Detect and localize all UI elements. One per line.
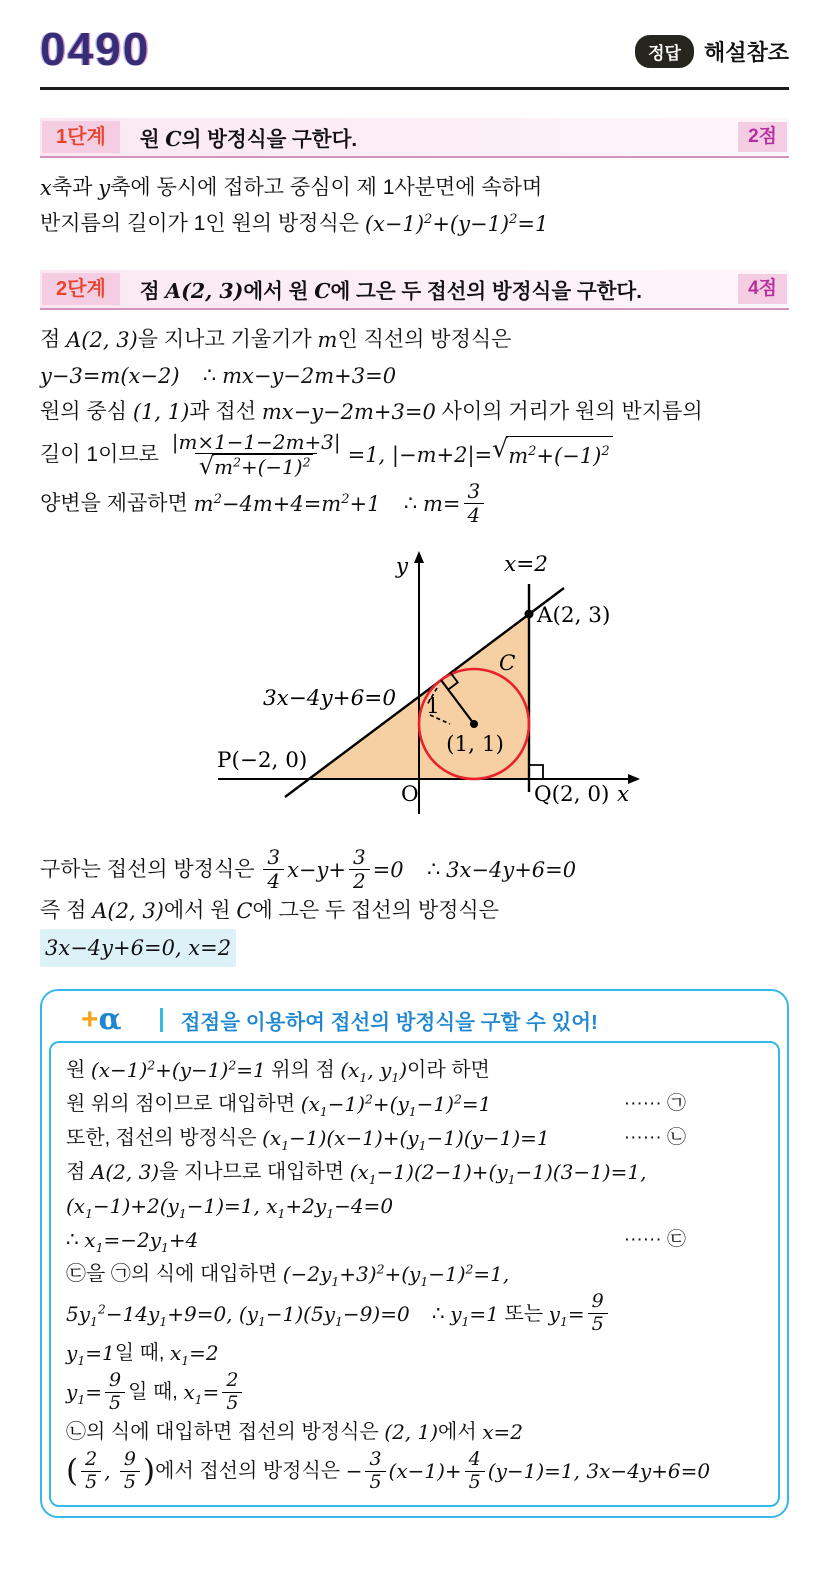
alpha-icon: α (98, 1002, 122, 1038)
conclusion-paragraph (40, 846, 789, 967)
answer-label: 해설참조 (703, 40, 789, 65)
x-axis-arrow-icon (628, 774, 640, 784)
label-x-equals-2: x=2 (504, 552, 548, 578)
y-axis-arrow-icon (414, 551, 424, 563)
text-line: 양변을 제곱하면 $m^2-4m+4=m^2+1$ ∴ m= $\frac{3}{4}$ (40, 480, 789, 527)
label-point-q: Q(2, 0) (534, 782, 610, 808)
text-line: ∴ $x_1=-2y_1+4$ ······ ㉢ (66, 1223, 764, 1257)
text-line: ( 2 5 , 9 5 ) 에서 접선의 방정식은 − $\frac{3}{5}$ (x−1)+ $\frac{4}{5}$ (y−1)=1, 3x−4y+6=0 (66, 1447, 711, 1493)
reference-mark: ······ ㉢ (623, 1229, 686, 1251)
text-line: 원 $(x-1)^2+(y-1)^2=1$ 위의 점 ($x_1$, $y_1$) 이라 하면 (66, 1057, 490, 1086)
text-line: 반지름의 길이가 1인 원의 방정식은 $(x-1)^2+(y-1)^2=1$ (40, 212, 549, 237)
step1-paragraph (40, 170, 789, 242)
right-angle-q-icon (529, 765, 543, 779)
plus-alpha-title: 접점을 이용하여 접선의 방정식을 구할 수 있어! (180, 1011, 598, 1035)
label-radius-1: 1 (426, 694, 440, 720)
figure-svg (190, 537, 662, 829)
label-tangent-equation: 3x−4y+6=0 (262, 686, 396, 712)
step2-title: 점 A(2, 3)에서 원 C에 그은 두 접선의 방정식을 구한다. (139, 279, 642, 304)
reference-mark: ······ ㉡ (623, 1127, 686, 1149)
text-line: $y_1=$ $\frac{9}{5}$ 일 때, $x_1=$ $\frac{2}{5}$ (66, 1370, 764, 1415)
text-line: 길이 1이므로 |m×1−1−2m+3| √ $m^2+(-1)^2$ =1, |−m+2|= √ $m^2+(-1)^2$ (40, 431, 789, 481)
header-divider-bar (160, 1008, 163, 1032)
step1-title: 원 C의 방정식을 구한다. (139, 127, 358, 151)
answer-group (635, 35, 789, 72)
step2-points-badge: 4점 (738, 274, 787, 304)
geometry-figure (190, 537, 662, 834)
text-line: ㉢을 ㉠의 식에 대입하면 $(-2y_1+3)^2+(y_1-1)^2=1$, (66, 1261, 510, 1290)
text-line: x 축과 y 축에 동시에 접하고 중심이 제 1사분면에 속하며 (40, 176, 543, 200)
plus-alpha-logo (81, 1002, 122, 1038)
label-point-p: P(−2, 0) (217, 748, 308, 774)
text-line: 원의 중심 (1, 1) 과 접선 mx−y−2m+3=0 사이의 거리가 원의 반지름의 (40, 400, 703, 425)
reference-mark: ······ ㉠ (623, 1093, 686, 1115)
point-a-dot (525, 610, 534, 619)
plus-alpha-header (49, 999, 780, 1041)
plus-alpha-content (49, 1041, 780, 1507)
label-point-a: A(2, 3) (537, 603, 611, 629)
y-axis-label: y (395, 554, 408, 580)
plus-alpha-box (40, 989, 789, 1518)
step2-label: 2단계 (42, 273, 120, 305)
text-line: $y_1=1$ 일 때, $x_1=2$ (66, 1341, 219, 1369)
step2-banner (40, 270, 789, 310)
text-line: $5y_1^2-14y_1+9=0$, $(y_1-1)(5y_1-9)=0$ ∴ $y_1=1$ 또는 $y_1=$ $\frac{9}{5}$ (66, 1291, 764, 1336)
text-line: 원 위의 점이므로 대입하면 $(x_1-1)^2+(y_1-1)^2=1$ ······ ㉠ (66, 1087, 764, 1121)
step1-points-badge: 2점 (738, 122, 787, 152)
text-line: y−3=m(x−2) ∴ mx−y−2m+3=0 (40, 364, 397, 389)
x-axis-label: x (617, 782, 630, 808)
label-circle-c: C (499, 651, 516, 677)
text-line: 점 A(2, 3) 을 지나므로 대입하면 $(x_1-1)(2-1)+(y_1-1)(3-1)=1$, (66, 1160, 647, 1188)
plus-icon: + (81, 1003, 99, 1037)
label-origin: O (401, 782, 419, 808)
text-line: 또한, 접선의 방정식은 $(x_1-1)(x-1)+(y_1-1)(y-1)=1$ ······ ㉡ (66, 1121, 764, 1155)
center-dot (470, 720, 478, 728)
text-line: 3x−4y+6=0, x=2 (40, 929, 789, 967)
text-line: 즉 점 A(2, 3) 에서 원 C 에 그은 두 접선의 방정식은 (40, 899, 499, 924)
text-line: ㉡의 식에 대입하면 접선의 방정식은 (2, 1) 에서 x=2 (66, 1419, 524, 1444)
answer-badge: 정답 (635, 35, 694, 68)
problem-number: 0490 (40, 23, 151, 75)
text-line: 구하는 접선의 방정식은 3 4 x−y+ $\frac{3}{2}$ =0 ∴ 3x−4y+6=0 (40, 845, 577, 894)
page-header (40, 23, 789, 75)
text-line: 점 A(2, 3) 을 지나고 기울기가 m 인 직선의 방정식은 (40, 328, 512, 353)
label-center: (1, 1) (446, 732, 504, 758)
text-line: $(x_1-1)+2(y_1-1)=1$, $x_1+2y_1-4=0$ (66, 1194, 394, 1222)
step2-paragraph (40, 322, 789, 527)
step1-banner (40, 118, 789, 158)
step1-label: 1단계 (42, 121, 120, 153)
header-divider (40, 87, 789, 90)
